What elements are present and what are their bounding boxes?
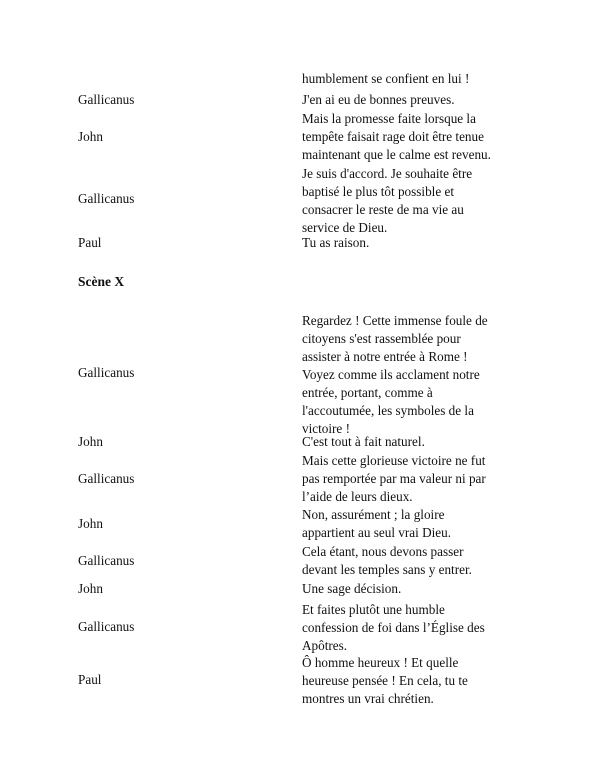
line-text: pas remportée par ma valeur ni par — [302, 471, 486, 486]
speaker-name: Gallicanus — [78, 92, 135, 107]
speaker-name: John — [78, 129, 103, 144]
line-text: montres un vrai chrétien. — [302, 691, 434, 706]
dialogue-line — [302, 70, 522, 88]
speaker-name: John — [78, 434, 103, 449]
speaker-name: Gallicanus — [78, 365, 135, 380]
line-text: Non, assurément ; la gloire — [302, 507, 445, 522]
dialogue-line — [302, 110, 522, 164]
line-text: humblement se confient en lui ! — [302, 71, 470, 86]
line-text: confession de foi dans l’Église des — [302, 620, 485, 635]
dialogue-line — [302, 433, 522, 451]
line-text: Ô homme heureux ! Et quelle — [302, 655, 459, 670]
line-text: Cela étant, nous devons passer — [302, 544, 464, 559]
dialogue-line — [302, 601, 522, 655]
speaker-name: Paul — [78, 235, 102, 250]
speaker-name: Gallicanus — [78, 553, 135, 568]
line-text: assister à notre entrée à Rome ! — [302, 349, 468, 364]
line-text: tempête faisait rage doit être tenue — [302, 129, 484, 144]
line-text: Et faites plutôt une humble — [302, 602, 445, 617]
line-text: Apôtres. — [302, 638, 348, 653]
line-text: l’aide de leurs dieux. — [302, 489, 413, 504]
line-text: consacrer le reste de ma vie au — [302, 202, 464, 217]
line-text: citoyens s'est rassemblée pour — [302, 331, 461, 346]
dialogue-line — [302, 654, 522, 708]
dialogue-line — [302, 580, 522, 598]
dialogue-line — [302, 165, 522, 237]
dialogue-line — [302, 452, 522, 506]
line-text: Voyez comme ils acclament notre — [302, 367, 480, 382]
line-text: l'accoutumée, les symboles de la — [302, 403, 474, 418]
speaker-name: Gallicanus — [78, 619, 135, 634]
dialogue-line — [302, 543, 522, 579]
speaker-name: Paul — [78, 672, 102, 687]
line-text: Mais la promesse faite lorsque la — [302, 111, 476, 126]
dialogue-line — [302, 234, 522, 252]
line-text: baptisé le plus tôt possible et — [302, 184, 455, 199]
line-text: maintenant que le calme est revenu. — [302, 147, 491, 162]
line-text: appartient au seul vrai Dieu. — [302, 525, 452, 540]
line-text: Regardez ! Cette immense foule de — [302, 313, 488, 328]
dialogue-line — [302, 91, 522, 109]
line-text: heureuse pensée ! En cela, tu te — [302, 673, 468, 688]
line-text: devant les temples sans y entrer. — [302, 562, 472, 577]
line-text: victoire ! — [302, 421, 350, 436]
speaker-name: John — [78, 516, 103, 531]
line-text: Mais cette glorieuse victoire ne fut — [302, 453, 486, 468]
dialogue-line — [302, 312, 522, 438]
line-text: Je suis d'accord. Je souhaite être — [302, 166, 473, 181]
line-text: Tu as raison. — [302, 235, 370, 250]
dialogue-line — [302, 506, 522, 542]
line-text: entrée, portant, comme à — [302, 385, 433, 400]
line-text: Une sage décision. — [302, 581, 402, 596]
line-text: J'en ai eu de bonnes preuves. — [302, 92, 455, 107]
speaker-name: Gallicanus — [78, 191, 135, 206]
line-text: service de Dieu. — [302, 220, 388, 235]
speaker-name: Gallicanus — [78, 471, 135, 486]
speaker-name: John — [78, 581, 103, 596]
line-text: C'est tout à fait naturel. — [302, 434, 425, 449]
scene-heading: Scène X — [78, 274, 125, 289]
